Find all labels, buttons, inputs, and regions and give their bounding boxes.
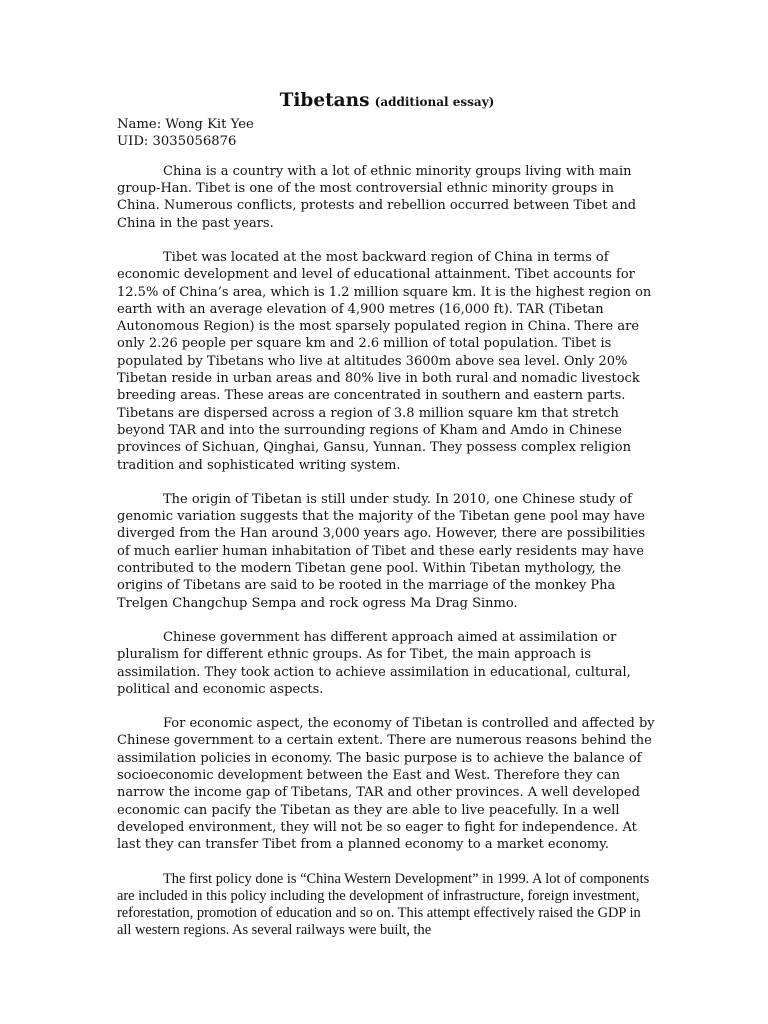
- paragraph-geography: Tibet was located at the most backward region of China in terms of economic development and level of educational attainment. Tibet accounts for 12.5% of China’s area, which is 1.2 million square km. It is the highest region on earth with an average elevation of 4,900 metres (16,000 ft). TAR (Tibetan Autonomous Region) is the most sparsely populated region in China. There are only 2.26 people per square km and 2.6 million of total population. Tibet is populated by Tibetans who live at altitudes 3600m above sea level. Only 20% Tibetan reside in urban areas and 80% live in both rural and nomadic livestock breeding areas. These areas are concentrated in southern and eastern parts. Tibetans are dispersed across a region of 3.8 million square km that stretch beyond TAR and into the surrounding regions of Kham and Amdo in Chinese provinces of Sichuan, Qinghai, Gansu, Yunnan. They possess complex religion tradition and sophisticated writing system.: [117, 250, 652, 473]
- paragraph-western-development: The first policy done is “China Western Development” in 1999. A lot of components are included in this policy including the development of infrastructure, foreign investment, reforestation, promotion of education and so on. This attempt effectively raised the GDP in all western regions. As several railways were built, the: [117, 870, 650, 939]
- paragraph-economic: For economic aspect, the economy of Tibetan is controlled and affected by Chinese government to a certain extent. There are numerous reasons behind the assimilation policies in economy. The basic purpose is to achieve the balance of socioeconomic development between the East and West. Therefore they can narrow the income gap of Tibetans, TAR and other provinces. A well developed economic can pacify the Tibetan as they are able to live peacefully. In a well developed environment, they will not be so eager to fight for independence. At last they can transfer Tibet from a planned economy to a market economy.: [117, 716, 655, 853]
- author-name: Name: Wong Kit Yee: [117, 117, 254, 132]
- spacer: [117, 612, 657, 629]
- spacer: [117, 698, 657, 715]
- paragraph-assimilation: Chinese government has different approach aimed at assimilation or pluralism for different ethnic groups. As for Tibet, the main approach is assimilation. They took action to achieve assimilation in educational, cultural, political and economic aspects.: [117, 629, 631, 697]
- paragraph-origin: The origin of Tibetan is still under study. In 2010, one Chinese study of genomic variation suggests that the majority of the Tibetan gene pool may have diverged from the Han around 3,000 years ago. However, there are possibilities of much earlier human inhabitation of Tibet and these early residents may have contributed to the modern Tibetan gene pool. Within Tibetan mythology, the origins of Tibetans are said to be rooted in the marriage of the monkey Pha Trelgen Changchup Sempa and rock ogress Ma Drag Sinmo.: [117, 491, 645, 611]
- document-title: [117, 90, 657, 113]
- spacer: [117, 151, 657, 163]
- document-page: [117, 90, 657, 939]
- paragraph-intro: China is a country with a lot of ethnic minority groups living with main group-Han. Tibet is one of the most controversial ethnic minority groups in China. Numerous conflicts, protests and rebellion occurred between Tibet and China in the past years.: [117, 163, 637, 231]
- title-suffix: (additional essay): [374, 95, 495, 109]
- spacer: [117, 474, 657, 491]
- spacer: [117, 232, 657, 249]
- title-text: Tibetans: [279, 90, 370, 111]
- spacer: [117, 854, 657, 871]
- author-uid: UID: 3035056876: [117, 134, 237, 150]
